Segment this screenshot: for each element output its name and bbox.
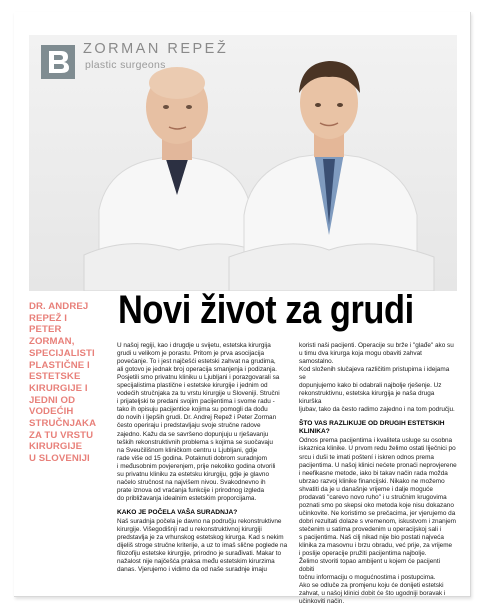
article-headline: Novi život za grudi [118, 288, 414, 332]
clinic-logo-icon [41, 45, 75, 79]
article-column-left [117, 342, 291, 574]
article-question-heading: ŠTO VAS RAZLIKUJE OD DRUGIH ESTETSKIH KLINIKA? [299, 420, 445, 436]
article-paragraph: koristi naši pacijenti. Operacije su brže i "glađe" ako su u timu dva kirurga koja mogu obaviti zahvat samostalno. Kod složenih slučajeva različitim pristupima i idejama se dopunjujemo kako bi odabrali najbolje rješenje. Uz rekonstruktivnu, estetska kirurgija je naša druga kirurška ljubav, tako da često radimo zajedno i na tom području. [299, 342, 455, 414]
article-paragraph: Naš suradnja počela je davno na području rekonstruktivne kirurgije. Višegodišnji rad u rekonstruktivnoj kirurgiji predstavlja je za vrhunskog estetskog kirurga. Kad s nekim dijeliš stroge stručne kriterije, a uz to imaš slične poglede na filozofiju estetske kirurgije, prirodno je surađivati. Makar to nažalost nije najčešća praksa među estetskim kirurzima danas. Vjerujemo i vidimo da od naše suradnje imaju [117, 517, 288, 574]
article-question-heading: KAKO JE POČELA VAŠA SURADNJA? [117, 508, 238, 516]
doctors-illustration [29, 35, 457, 291]
brand-subtitle: plastic surgeons [85, 59, 166, 71]
article-column-right [299, 342, 457, 606]
brand-name: ZORMAN REPEŽ [83, 41, 229, 57]
article-paragraph: Odnos prema pacijentima i kvaliteta usluge su osobna iskaznica klinike. U prvom redu želimo ostati liječnici po srcu i duši te imati poštení i iskren odnos prema pacijentima. U našoj klinici nećete pronaći neprovjerene i neefikasne metode, iako bi takav način rada možda ubrzao razvoj klinike financijski. Nikako ne možemo shvatiti da je u današnje vrijeme i dalje moguće prodavati "carevo novo ruho" i u stručnim krugovima poznati smo po skepsi oko metoda koje nisu dokazano učinkovite. Ne koristimo se prečacima, jer vjerujemo da dobri rezultati dolaze s vremenom, iskustvom i znanjem stečenim u satima provedenim u operacijskoj sali i s pacijentima. Naš cilj nikad nije bio postati najveća klinika za masovnu i brzu obradu, već prije, za vrijeme i poslije operacije pružiti pacijentima najbolje. Želimo stvoriti topao ambijent u kojem će pacijenti dobiti točnu informaciju o mogućnostima i postupcima. Ako se odluče za promjenu koju će donijeti estetski zahvat, u našoj klinici dobit će što ugodniji boravak i učinkoviti način. [299, 437, 457, 606]
doctor-right-figure [229, 61, 434, 291]
sidebar-pull-quote: DR. ANDREJ REPEŽ I PETER ZORMAN, SPECIJALISTI PLASTIČNE I ESTETSKE KIRURGIJE I JEDNI OD VODEĆIH STRUČNJAKA ZA TU VRSTU KIRURGIJE U SLOVENIJI [29, 301, 97, 465]
article-paragraph: U našoj regiji, kao i drugdje u svijetu, estetska kirurgija grudi u velikom je porastu. Pritom je prva asocijacija povećanje. To i jest najčešći estetski zahvat na grudima, ali gotovo je jednak broj operacija smanjenja i podizanja. Posjetili smo privatnu kliniku u Ljubljani i porazgovarali sa specijalistima plastične i estetske kirurgije i jednim od vodećih stručnjaka za tu vrstu kirurgije u Sloveniji. Stručni i prijateljski te predani svojim pacijentima i svome radu - tako ih opisuju pacijentice kojima su pomogli da dođu do novih i ljepših grudi. Dr. Andrej Repež i Peter Zorman često operiraju i predstavljaju svoje stručne radove zajedno. Kažu da se savršeno dopunjuju u rješavanju teških rekonstruktivnih problema s kojima se suočavaju na Sveučilišnom kliničkom centru u Ljubljani, gdje rade više od 15 godina. Potaknuti dobrom suradnjom i međusobnim povjerenjem, prije nekoliko godina otvorili su privatnu kliniku za estetsku kirurgiju, gdje je glavno načelo stručnost na najvišem nivou. Svakodnevno ih prate iznova od vraćanja funkcije i prirodnog izgleda do približavanja idealnim estetskim proporcijama. [117, 342, 280, 502]
doctors-photo [29, 35, 457, 291]
